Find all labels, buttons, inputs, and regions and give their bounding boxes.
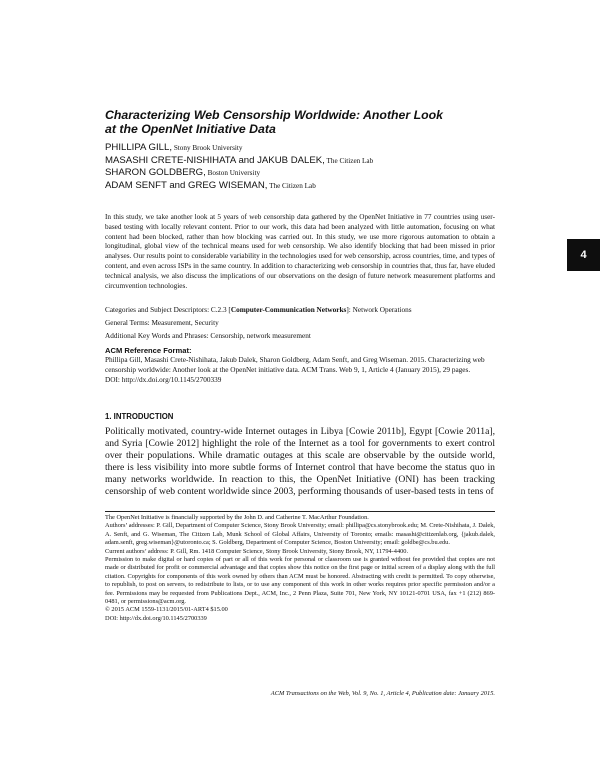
keywords: Additional Key Words and Phrases: Censorship, network measurement [105, 332, 311, 340]
footnote-divider [105, 511, 495, 512]
footnote-current-address: Current authors’ address: P. Gill, Rm. 1418 Computer Science, Stony Brook University, Stony Brook, NY, 11794-4400. [105, 547, 409, 555]
author-entry [105, 155, 505, 168]
author-names: ADAM SENFT and GREG WISEMAN, [105, 179, 268, 191]
categories-suffix: ]: Network Operations [346, 306, 412, 314]
author-list [105, 142, 505, 192]
author-entry [105, 142, 505, 155]
categories-line [105, 306, 495, 316]
footnote-addresses: Authors’ addresses: P. Gill, Department of Computer Science, Stony Brook University; email: phillipa@cs.stonybrook.edu; M. Crete-Nishihata, J. Dalek, A. Senft, and G. Wiseman, The Citizen Lab, Munk School of Global Affairs, University of Toronto; emails: masashi@citizenlab.org, {jakub.dalek, adam.senft, greg.wiseman}@utoronto.ca; S. Goldberg, Department of Computer Science, Boston University; email: goldbe@cs.bu.edu. [105, 522, 495, 547]
footnote-doi: DOI: http://dx.doi.org/10.1145/2700339 [105, 614, 207, 622]
author-affiliation: Stony Brook University [172, 144, 243, 152]
author-affiliation: The Citizen Lab [324, 156, 374, 165]
categories-prefix: Categories and Subject Descriptors: C.2.3 [ [105, 306, 231, 314]
running-footer: ACM Transactions on the Web, Vol. 9, No. 1, Article 4, Publication date: January 2015. [270, 690, 495, 697]
footnote-permissions: Permission to make digital or hard copies of part or all of this work for personal or classroom use is granted without fee provided that copies are not made or distributed for profit or commercial advantage and that copies show this notice on the first page or initial screen of a display along with the full citation. Copyrights for components of this work owned by others than ACM must be honored. Abstracting with credit is permitted. To copy otherwise, to republish, to post on servers, to redistribute to lists, or to use any component of this work in other works requires prior specific permission and/or a fee. Permissions may be requested from Publications Dept., ACM, Inc., 2 Penn Plaza, Suite 701, New York, NY 10121-0701 USA, fax +1 (212) 869-0481, or permissions@acm.org. [105, 556, 495, 606]
author-names: SHARON GOLDBERG, [105, 167, 206, 178]
section-heading: 1. INTRODUCTION [105, 412, 174, 421]
author-affiliation: The Citizen Lab [267, 181, 316, 190]
article-number-tab: 4 [567, 239, 600, 271]
footnote-funding: The OpenNet Initiative is financially supported by the John D. and Catherine T. MacArthur Foundation. [105, 514, 369, 521]
intro-paragraph: Politically motivated, country-wide Internet outages in Libya [Cowie 2011b], Egypt [Cowie 2011a], and Syria [Cowie 2012] highlight the role of the Internet as a tool for governments to exert control over their populations. While dramatic outages at this scale are observable by the outside world, there is less visibility into more subtle forms of Internet control that have become the status quo in many networks worldwide. In reaction to this, the OpenNet Initiative (ONI) has been tracking censorship of web content worldwide since 2003, performing thousands of user-based tests in tens of [105, 426, 495, 497]
acm-reference-doi: DOI: http://dx.doi.org/10.1145/2700339 [105, 375, 222, 384]
paper-title [105, 108, 505, 136]
acm-reference [105, 356, 495, 385]
author-entry [105, 167, 505, 180]
abstract: In this study, we take another look at 5 years of web censorship data gathered by the OpenNet Initiative in 77 countries using user-based testing with locally relevant content. Prior to our work, this data had been analyzed with little automation, focusing on what content had been blocked, rather than how blocking was carried out. In this study, we use more rigorous automation to obtain a longitudinal, global view of the technical means used for web censorship. We also identify blocking that had been missed in prior analyses. Our results point to considerable variability in the technologies used for web censorship, across countries, time, and types of content, and even across ISPs in the same country. In addition to characterizing web censorship in countries that, thus far, have eluded technical analysis, we also discuss the implications of our observations on the design of future network measurement platforms and circumvention technologies. [105, 213, 495, 290]
author-names: MASASHI CRETE-NISHIHATA and JAKUB DALEK, [105, 154, 325, 166]
acm-reference-text: Phillipa Gill, Masashi Crete-Nishihata, Jakub Dalek, Sharon Goldberg, Adam Senft, and Greg Wiseman. 2015. Characterizing web censorship worldwide: Another look at the OpenNet initiative data. ACM Trans. Web 9, 1, Article 4 (January 2015), 29 pages. [105, 356, 485, 374]
paper-title-line-2: at the OpenNet Initiative Data [105, 122, 276, 136]
categories-bold: Computer-Communication Networks [230, 306, 347, 314]
general-terms: General Terms: Measurement, Security [105, 319, 219, 327]
footnote-copyright: © 2015 ACM 1559-1131/2015/01-ART4 $15.00 [105, 606, 228, 614]
author-affiliation: Boston University [205, 169, 261, 177]
acm-reference-heading: ACM Reference Format: [105, 346, 192, 355]
footnotes [105, 514, 495, 623]
author-entry [105, 180, 505, 193]
author-names: PHILLIPA GILL, [105, 142, 173, 153]
paper-title-line-1: Characterizing Web Censorship Worldwide: Another Look [105, 108, 443, 122]
